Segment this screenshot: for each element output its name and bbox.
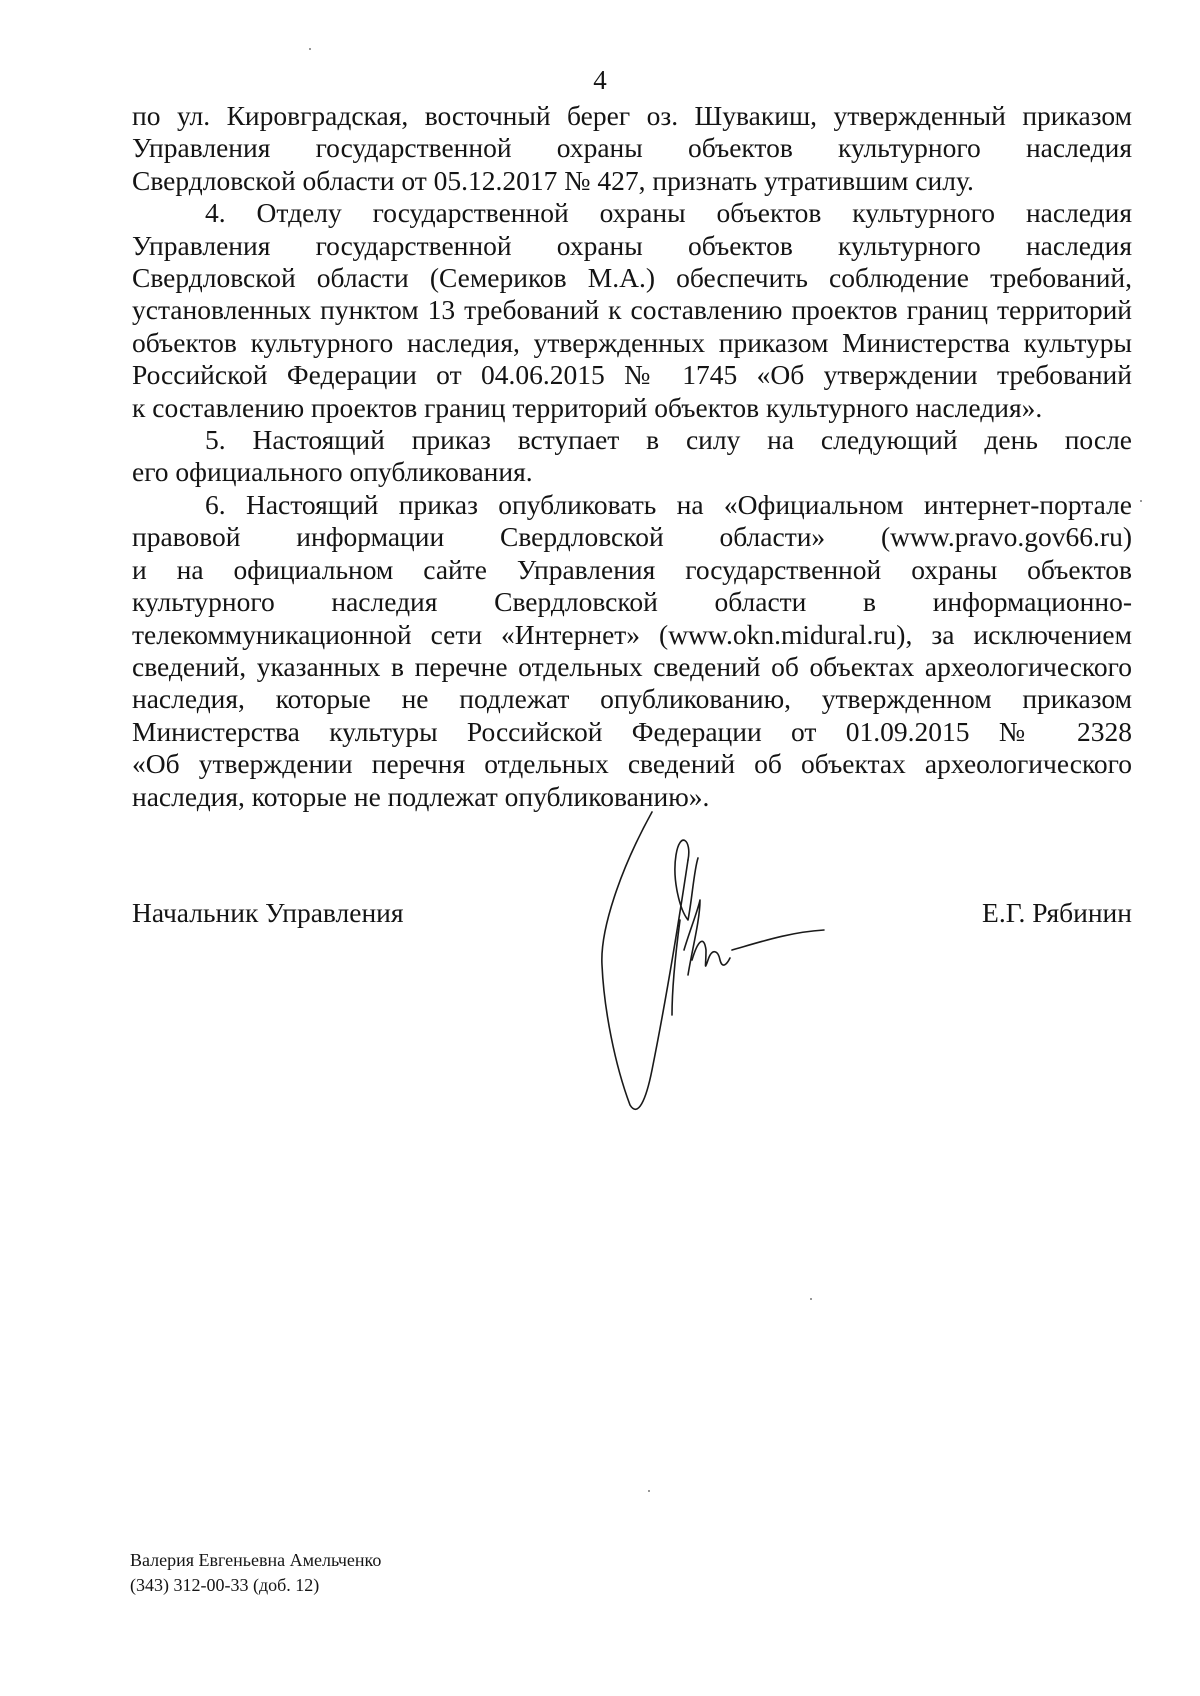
text-line: объектов культурного наследия, утвержденных приказом Министерства культуры [132, 326, 1132, 358]
text-line: Свердловской области (Семериков М.А.) обеспечить соблюдение требований, [132, 262, 1132, 294]
text-line: 4. Отделу государственной охраны объектов культурного наследия [205, 197, 1132, 229]
paragraph-continuation [132, 100, 1132, 197]
text-line: установленных пунктом 13 требований к составлению проектов границ территорий [132, 294, 1132, 326]
text-line: к составлению проектов границ территорий объектов культурного наследия». [132, 391, 1043, 423]
text-line: Российской Федерации от 04.06.2015 № 1745 «Об утверждении требований [132, 359, 1132, 391]
paragraph-item-6 [132, 489, 1132, 813]
scan-speck [810, 1298, 812, 1300]
scan-speck [309, 48, 311, 50]
text-line: «Об утверждении перечня отдельных сведений об объектах археологического [132, 748, 1132, 780]
text-line: и на официальном сайте Управления государственной охраны объектов [132, 553, 1132, 585]
text-line: его официального опубликования. [132, 456, 533, 488]
paragraph-item-4 [132, 197, 1132, 424]
text-line: наследия, которые не подлежат опубликованию, утвержденном приказом [132, 683, 1132, 715]
scan-speck [1140, 500, 1142, 502]
text-line: Свердловской области от 05.12.2017 № 427, признать утратившим силу. [132, 164, 974, 196]
document-body [132, 100, 1132, 813]
text-line: культурного наследия Свердловской области в информационно- [132, 586, 1132, 618]
text-line: правовой информации Свердловской области» (www.pravo.gov66.ru) [132, 521, 1132, 553]
page-number: 4 [593, 65, 607, 95]
text-line: сведений, указанных в перечне отдельных сведений об объектах археологического [132, 650, 1132, 682]
text-line: 6. Настоящий приказ опубликовать на «Официальном интернет-портале [205, 488, 1132, 520]
contact-info [130, 1548, 381, 1598]
paragraph-item-5 [132, 424, 1132, 489]
contact-phone: (343) 312-00-33 (доб. 12) [130, 1575, 320, 1595]
text-line: Министерства культуры Российской Федерации от 01.09.2015 № 2328 [132, 715, 1132, 747]
text-line: 5. Настоящий приказ вступает в силу на следующий день после [205, 424, 1132, 456]
text-line: Управления государственной охраны объектов культурного наследия [132, 229, 1132, 261]
text-line: по ул. Кировградская, восточный берег оз. Шувакиш, утвержденный приказом [132, 100, 1132, 131]
text-line: Управления государственной охраны объектов культурного наследия [132, 132, 1132, 164]
signer-title: Начальник Управления [132, 897, 404, 928]
handwritten-signature [580, 800, 850, 1120]
text-line: наследия, которые не подлежат опубликованию». [132, 780, 710, 812]
text-line: телекоммуникационной сети «Интернет» (www.okn.midural.ru), за исключением [132, 618, 1132, 650]
scan-speck [648, 1490, 650, 1492]
contact-name: Валерия Евгеньевна Амельченко [130, 1550, 382, 1570]
signer-name: Е.Г. Рябинин [982, 897, 1132, 928]
